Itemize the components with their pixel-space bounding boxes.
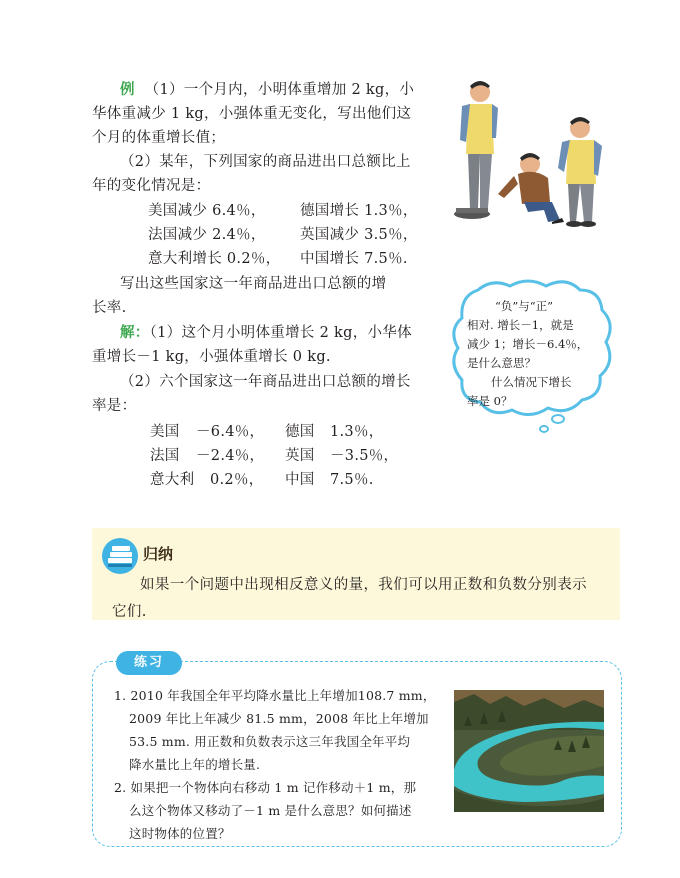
rate-value: －6.4％， [196,424,265,440]
rate-value: 1.3％， [330,424,384,440]
rate-country: 中国 [285,472,315,488]
example-line-3: 个月的体重增长值； [92,130,226,146]
rate-country: 美国 [150,424,180,440]
question-2-line-1: 2. 如果把一个物体向右移动 1 m 记作移动＋1 m，那 [114,780,417,795]
practice-title: 练习 [116,651,182,675]
question-1-line-3: 53.5 mm. 用正数和负数表示这三年我国全年平均 [129,734,411,749]
example-line-7: 长率. [92,300,127,316]
weighing-illustration [452,72,612,232]
solution-line-3: （2）六个国家这一年商品进出口总额的增长 [120,374,411,390]
example-line-2: 华体重减少 1 kg，小强体重无变化，写出他们这 [92,106,412,122]
question-1-line-1: 1. 2010 年我国全年平均降水量比上年增加108.7 mm， [114,688,436,703]
rate-country: 德国 [285,424,315,440]
rate-value: －3.5％， [330,448,399,464]
change-cn: 中国增长 7.5％. [300,251,408,267]
change-uk: 英国减少 3.5％， [300,227,418,243]
solution-line-2: 重增长－1 kg，小强体重增长 0 kg. [92,349,331,365]
bubble-text: “负”与“正” 相对. 增长－1，就是 减少 1；增长－6.4％， 是什么意思？ 什么情况下增长 率是 0？ [467,299,589,408]
books-icon [100,536,140,576]
solution-label: 解： [120,324,150,341]
question-1-line-4: 降水量比上年的增长量. [129,757,261,772]
solution-line-1: 解：（1）这个月小明体重增长 2 kg，小华体 [120,324,412,341]
change-it: 意大利增长 0.2％， [148,251,281,267]
question-1-line-2: 2009 年比上年减少 81.5 mm，2008 年比上年增加 [129,711,429,726]
summary-text: 如果一个问题中出现相反意义的量，我们可以用正数和负数分别表示 它们. [112,577,587,620]
question-2-line-3: 这时物体的位置？ [129,826,231,841]
solution-line-4: 率是： [92,398,137,414]
example-line-1: 例 （1）一个月内，小明体重增加 2 kg，小 [120,81,415,98]
example-line-4: （2）某年，下列国家的商品进出口总额比上 [120,154,411,170]
rate-value: －2.4％， [196,448,265,464]
change-de: 德国增长 1.3％， [300,203,418,219]
rate-country: 意大利 [150,472,195,488]
summary-title: 归纳 [143,545,174,563]
rate-value: 7.5％. [330,472,374,488]
rate-country: 英国 [285,448,315,464]
lake-photo [454,690,604,812]
rate-value: 0.2％， [210,472,264,488]
change-us: 美国减少 6.4％， [148,203,266,219]
change-fr: 法国减少 2.4％， [148,227,266,243]
example-line-5: 年的变化情况是： [92,178,211,194]
question-2-line-2: 么这个物体又移动了－1 m 是什么意思？如何描述 [129,803,412,818]
rate-country: 法国 [150,448,180,464]
example-label: 例 [120,81,135,98]
example-line-6: 写出这些国家这一年商品进出口总额的增 [120,276,387,292]
